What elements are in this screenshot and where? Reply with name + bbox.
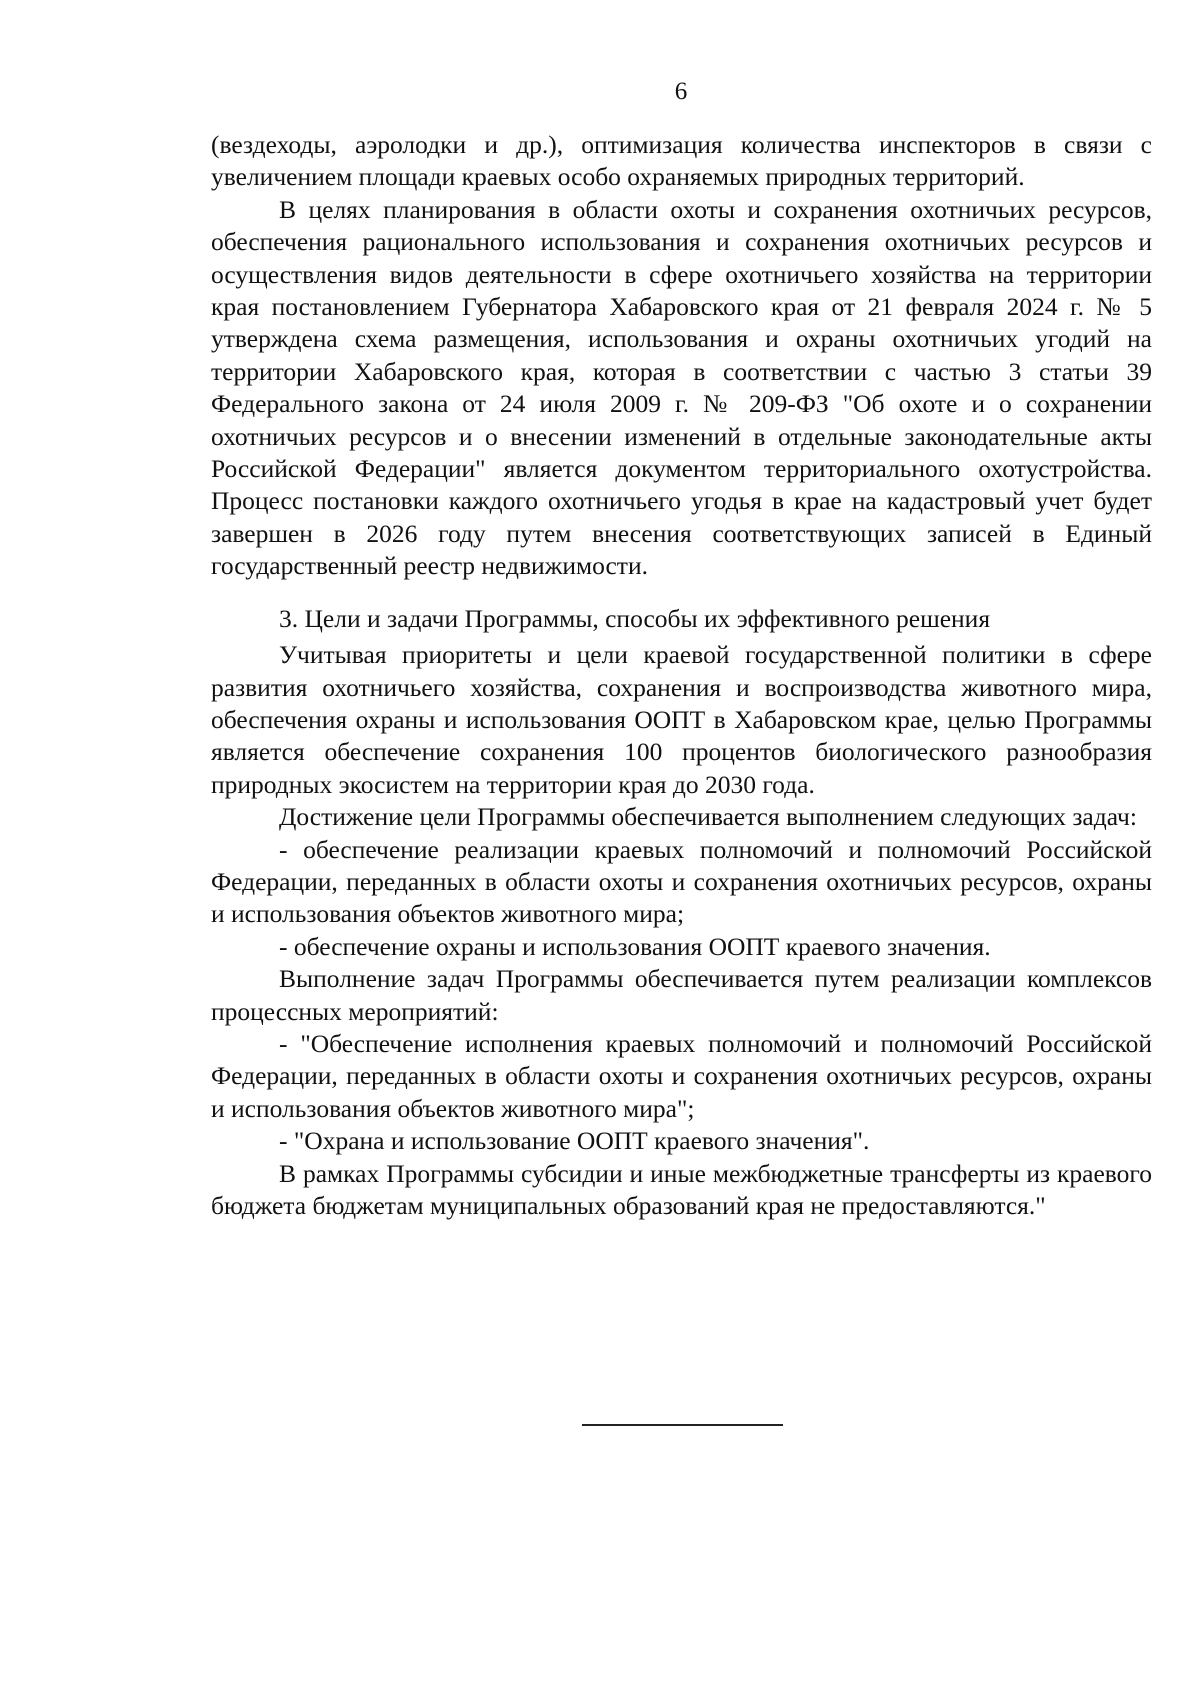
- paragraph-tasks-intro: Достижение цели Программы обеспечивается выполнением следующих задач:: [279, 802, 1137, 832]
- paragraph-subsidies: В рамках Программы субсидии и иные межбюджетные трансферты из краевого бюджета бюджетам муниципальных образований края не предоставляются.": [211, 1158, 1152, 1220]
- end-divider: [582, 1424, 783, 1426]
- list-item-task-2: - обеспечение охраны и использования ООПТ краевого значения.: [279, 931, 991, 961]
- paragraph-continuation: (вездеходы, аэролодки и др.), оптимизация количества инспекторов в связи с увеличением площади краевых особо охраняемых природных территорий.: [211, 130, 1152, 192]
- page-number: 6: [674, 78, 688, 105]
- list-item-task-1: - обеспечение реализации краевых полномочий и полномочий Российской Федерации, переданных в области охоты и сохранения охотничьих ресурсов, охраны и использования объектов животного мира;: [211, 834, 1152, 929]
- paragraph-activities-intro: Выполнение задач Программы обеспечивается путем реализации комплексов процессных мероприятий:: [211, 964, 1152, 1026]
- section-title: 3. Цели и задачи Программы, способы их эффективного решения: [279, 603, 991, 633]
- paragraph-hunting-scheme: В целях планирования в области охоты и сохранения охотничьих ресурсов, обеспечения рационального использования и сохранения охотничьих ресурсов и осуществления видов деятельности в сфере охотничьего хозяйства на территории края постановлением Губернатора Хабаровского края от 21 февраля 2024 г. № 5 утверждена схема размещения, использования и охраны охотничьих угодий на территории Хабаровского края, которая в соответствии с частью 3 статьи 39 Федерального закона от 24 июля 2009 г. № 209-ФЗ "Об охоте и о сохранении охотничьих ресурсов и о внесении изменений в отдельные законодательные акты Российской Федерации" является документом территориального охотустройства. Процесс постановки каждого охотничьего угодья в крае на кадастровый учет будет завершен в 2026 году путем внесения соответствующих записей в Единый государственный реестр недвижимости.: [211, 194, 1152, 581]
- list-item-activity-2: - "Охрана и использование ООПТ краевого значения".: [279, 1126, 870, 1156]
- paragraph-program-goal: Учитывая приоритеты и цели краевой государственной политики в сфере развития охотничьего хозяйства, сохранения и воспроизводства животного мира, обеспечения охраны и использования ООПТ в Хабаровском крае, целью Программы является обеспечение сохранения 100 процентов биологического разнообразия природных экосистем на территории края до 2030 года.: [211, 640, 1152, 799]
- document-body: [211, 129, 1152, 1222]
- list-item-activity-1: - "Обеспечение исполнения краевых полномочий и полномочий Российской Федерации, переданных в области охоты и сохранения охотничьих ресурсов, охраны и использования объектов животного мира";: [211, 1028, 1152, 1123]
